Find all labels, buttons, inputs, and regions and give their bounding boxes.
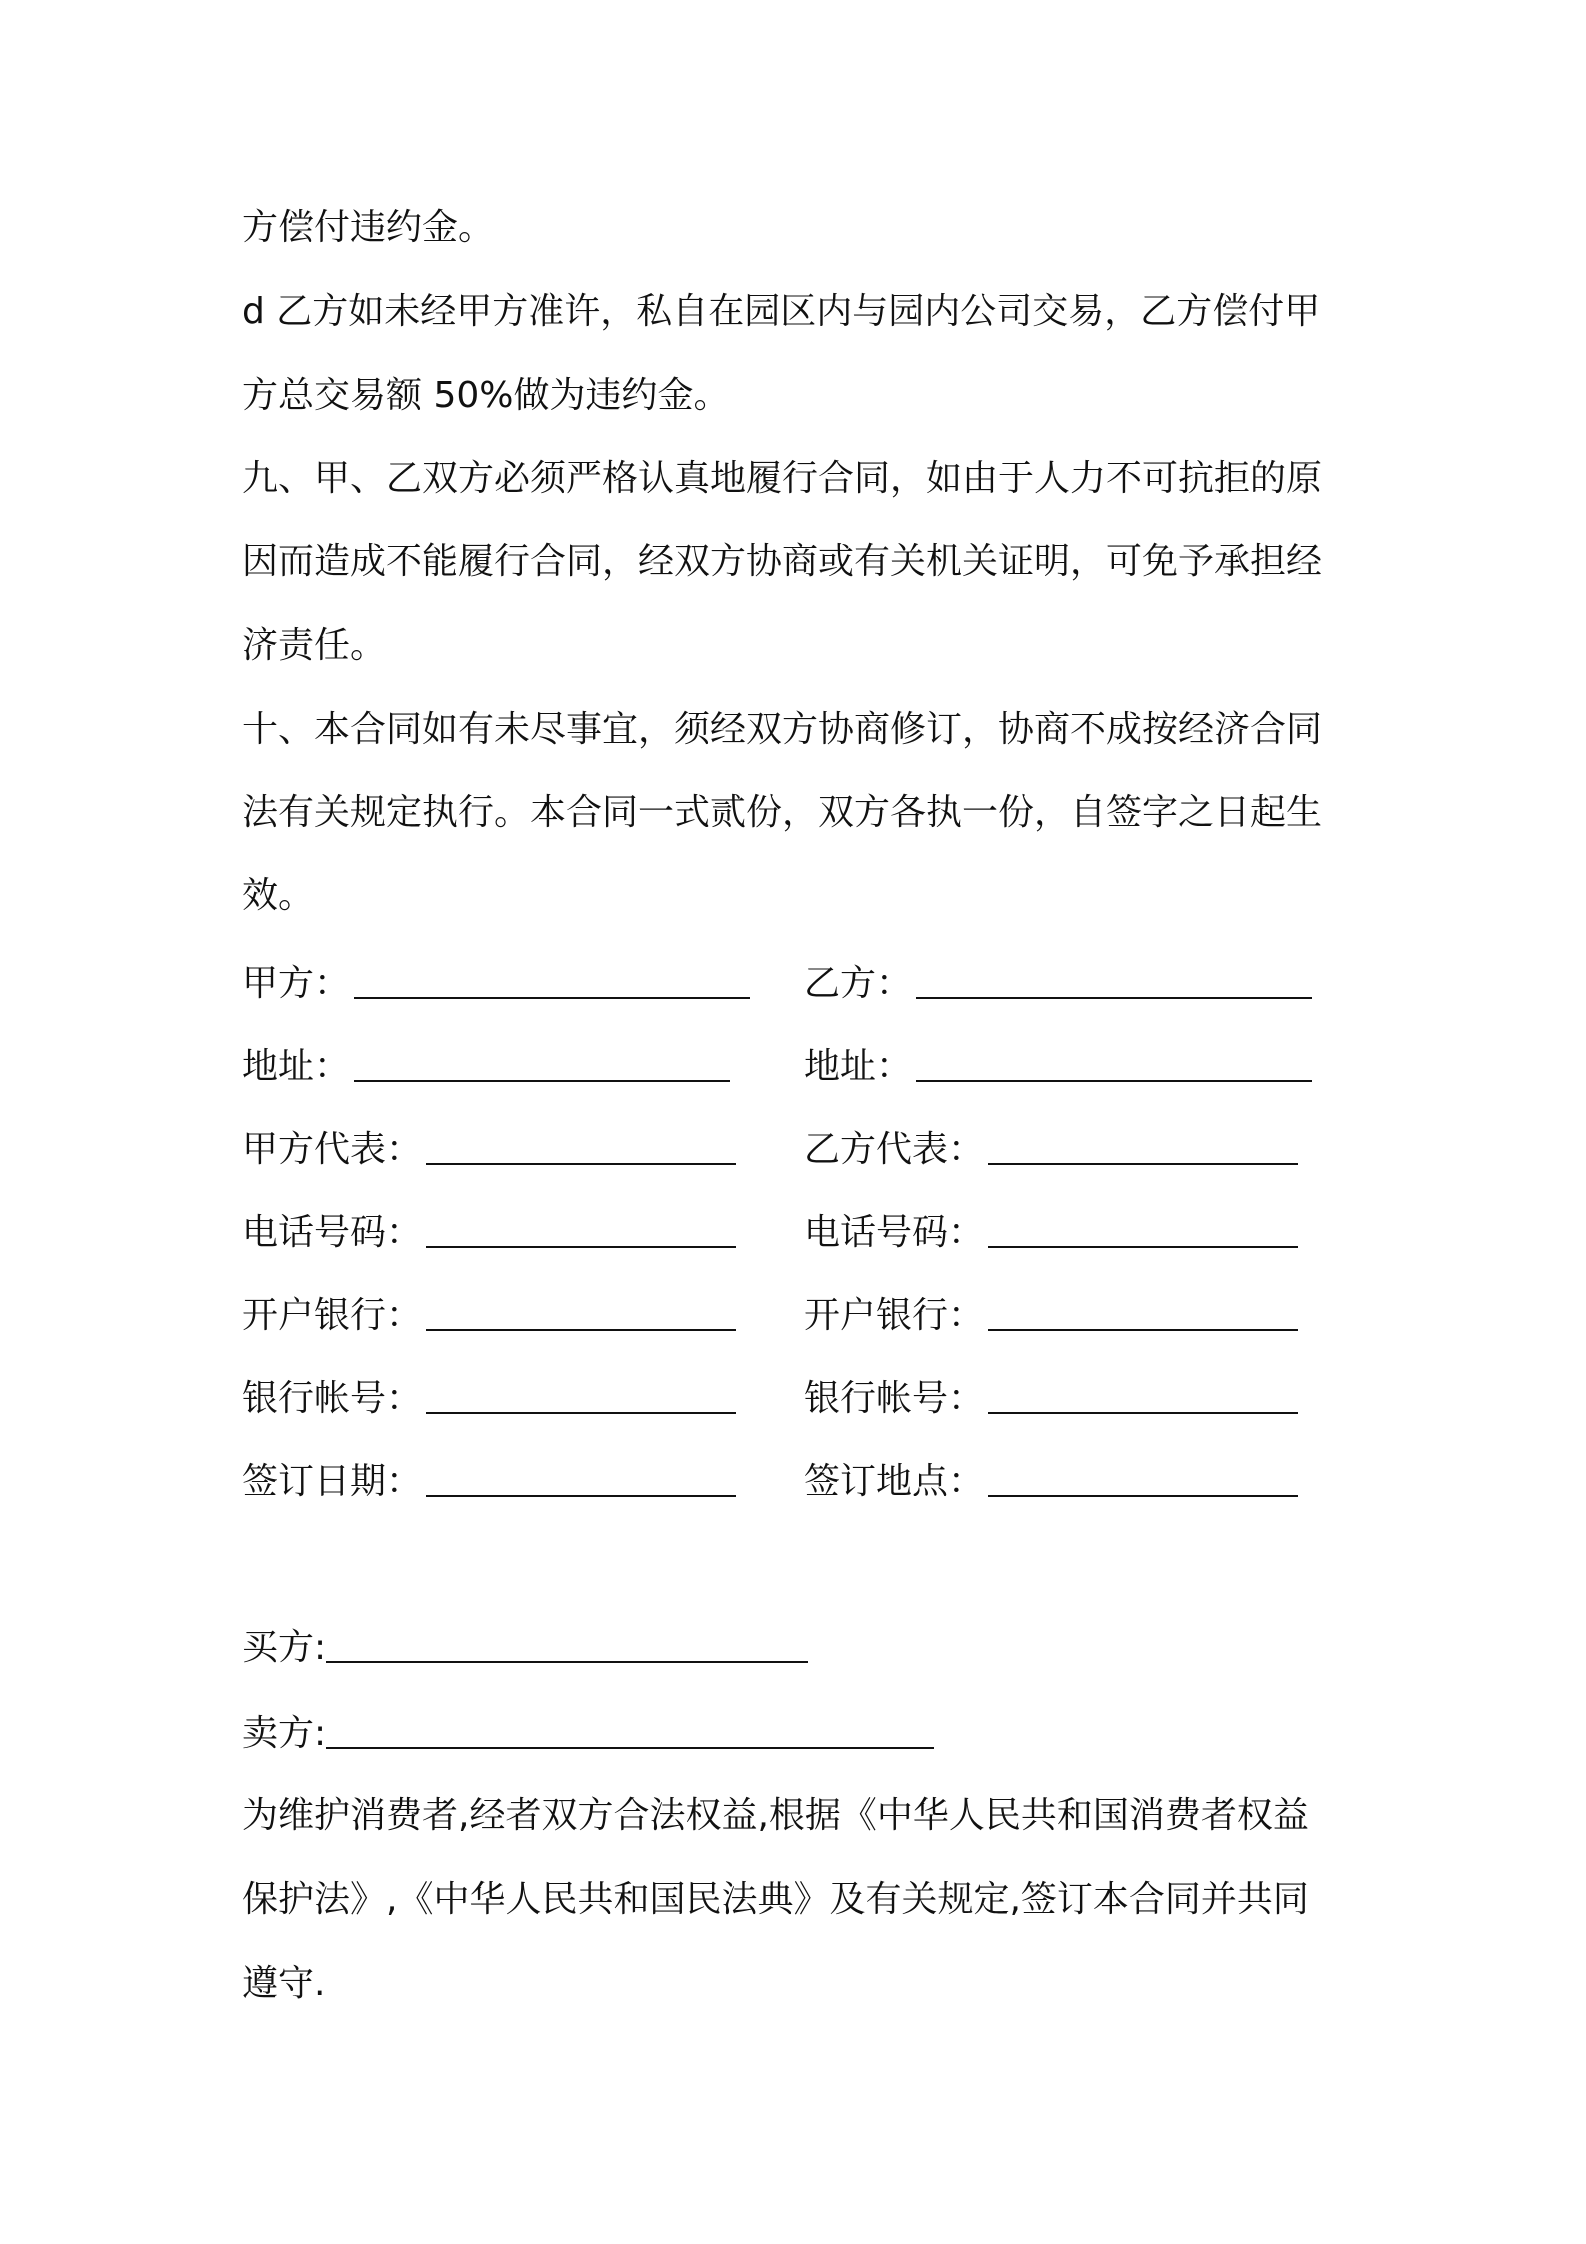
fill-in-blank[interactable] — [916, 1050, 1312, 1082]
closing-line: 保护法》,《中华人民共和国民法典》及有关规定,签订本合同并共同 — [242, 1879, 1309, 1920]
seller-blank[interactable] — [326, 1717, 934, 1749]
fill-in-blank[interactable] — [354, 1050, 730, 1082]
field-label: 开户银行： — [242, 1295, 423, 1336]
party-a-name-field — [242, 962, 750, 1006]
party-a-address-field — [242, 1045, 730, 1089]
signing-place-field — [804, 1460, 1298, 1504]
paragraph-line: 法有关规定执行。本合同一式贰份，双方各执一份，自签字之日起生 — [242, 792, 1323, 833]
field-label: 开户银行： — [804, 1295, 985, 1336]
closing-line: 为维护消费者,经者双方合法权益,根据《中华人民共和国消费者权益 — [242, 1795, 1309, 1836]
paragraph-line: d 乙方如未经甲方准许，私自在园区内与园内公司交易，乙方偿付甲 — [242, 291, 1321, 332]
field-label: 电话号码： — [242, 1212, 423, 1253]
seller-signature-field — [242, 1712, 934, 1756]
field-label: 甲方代表： — [242, 1129, 423, 1170]
field-label: 乙方： — [804, 963, 913, 1004]
fill-in-blank[interactable] — [426, 1299, 736, 1331]
fill-in-blank[interactable] — [426, 1465, 736, 1497]
party-b-account-field — [804, 1377, 1298, 1421]
party-a-account-field — [242, 1377, 736, 1421]
party-a-phone-field — [242, 1211, 736, 1255]
field-label: 签订地点： — [804, 1461, 985, 1502]
signing-date-field — [242, 1460, 736, 1504]
paragraph-line: 因而造成不能履行合同，经双方协商或有关机关证明，可免予承担经 — [242, 541, 1323, 582]
fill-in-blank[interactable] — [988, 1216, 1298, 1248]
fill-in-blank[interactable] — [426, 1133, 736, 1165]
party-b-representative-field — [804, 1128, 1298, 1172]
field-label: 乙方代表： — [804, 1129, 985, 1170]
buyer-label: 买方: — [242, 1627, 327, 1668]
party-b-phone-field — [804, 1211, 1298, 1255]
paragraph-line: 济责任。 — [242, 625, 387, 666]
fill-in-blank[interactable] — [426, 1382, 736, 1414]
closing-line: 遵守. — [242, 1963, 326, 2004]
buyer-signature-field — [242, 1626, 808, 1670]
fill-in-blank[interactable] — [916, 967, 1312, 999]
seller-label: 卖方: — [242, 1713, 327, 1754]
field-label: 银行帐号： — [242, 1378, 423, 1419]
fill-in-blank[interactable] — [354, 967, 750, 999]
party-b-address-field — [804, 1045, 1312, 1089]
paragraph-line: 九、甲、乙双方必须严格认真地履行合同，如由于人力不可抗拒的原 — [242, 458, 1323, 499]
field-label: 签订日期： — [242, 1461, 423, 1502]
fill-in-blank[interactable] — [988, 1382, 1298, 1414]
paragraph-line: 效。 — [242, 875, 315, 916]
field-label: 银行帐号： — [804, 1378, 985, 1419]
field-label: 电话号码： — [804, 1212, 985, 1253]
field-label: 地址： — [804, 1046, 913, 1087]
fill-in-blank[interactable] — [988, 1133, 1298, 1165]
paragraph-line: 十、本合同如有未尽事宜，须经双方协商修订，协商不成按经济合同 — [242, 709, 1323, 750]
buyer-blank[interactable] — [326, 1631, 808, 1663]
fill-in-blank[interactable] — [988, 1465, 1298, 1497]
party-a-representative-field — [242, 1128, 736, 1172]
fill-in-blank[interactable] — [988, 1299, 1298, 1331]
fill-in-blank[interactable] — [426, 1216, 736, 1248]
field-label: 甲方： — [242, 963, 351, 1004]
field-label: 地址： — [242, 1046, 351, 1087]
paragraph-line: 方总交易额 50%做为违约金。 — [242, 375, 730, 416]
paragraph-line: 方偿付违约金。 — [242, 207, 495, 248]
party-b-bank-field — [804, 1294, 1298, 1338]
party-b-name-field — [804, 962, 1312, 1006]
party-a-bank-field — [242, 1294, 736, 1338]
